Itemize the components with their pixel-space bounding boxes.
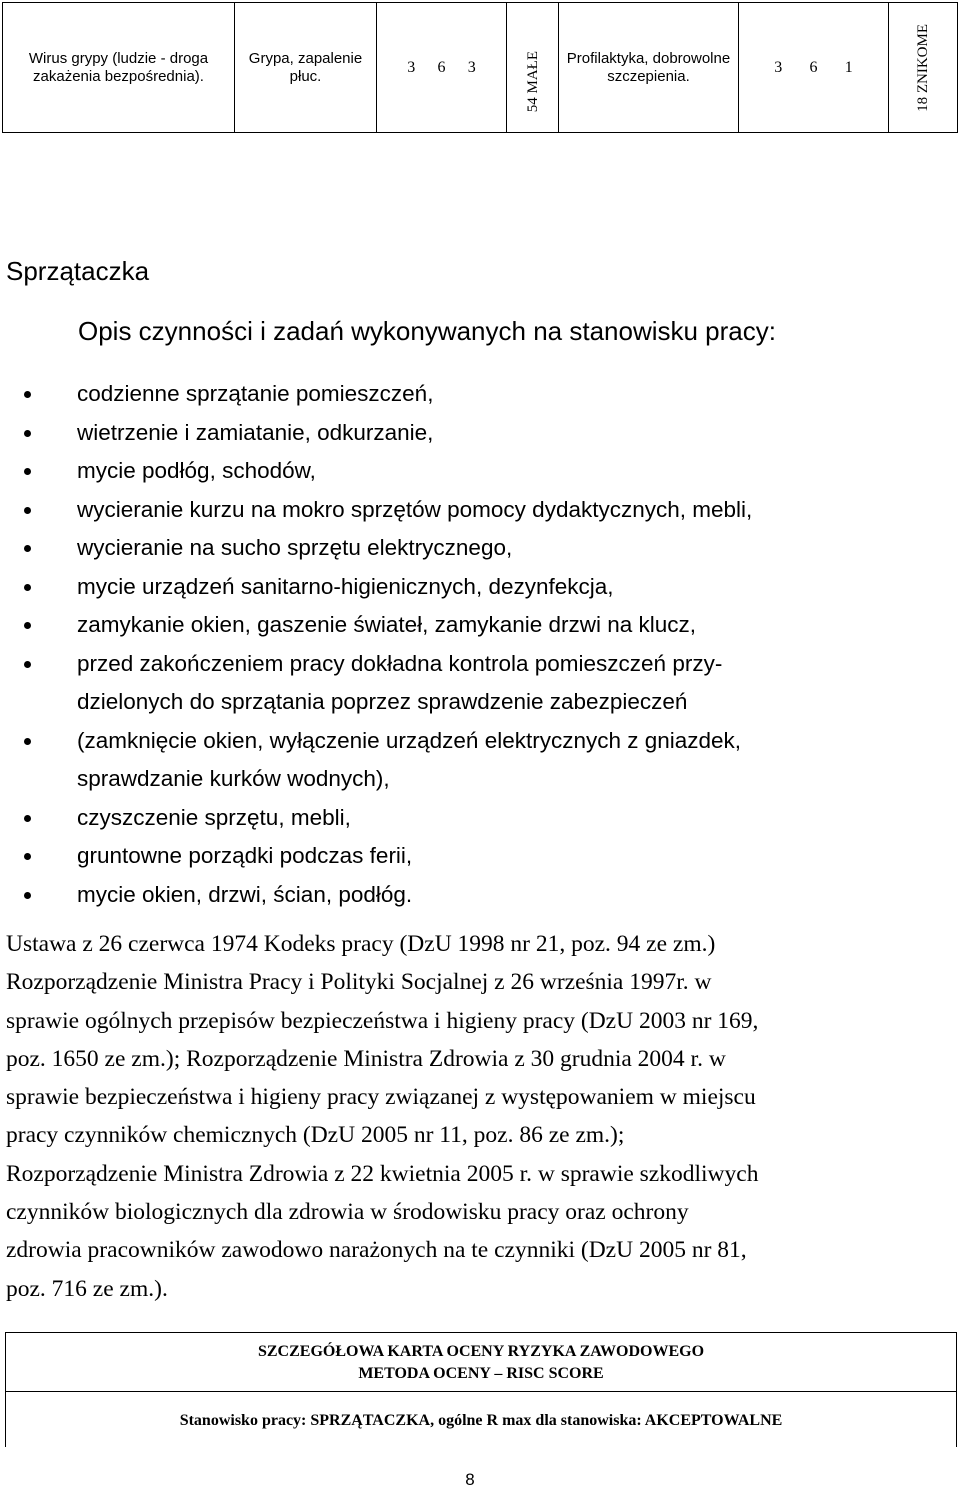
duty-text: (zamknięcie okien, wyłączenie urządzeń elektrycznych z gniazdek, (77, 727, 742, 753)
list-item (0, 837, 960, 876)
list-item (0, 606, 960, 645)
legal-line: czynników biologicznych dla zdrowia w środowisku pracy oraz ochrony (6, 1199, 689, 1226)
hazard-cell (3, 3, 235, 133)
list-item (0, 876, 960, 915)
score-a-cell (507, 3, 559, 133)
legal-line: sprawie bezpieczeństwa i higieny pracy związanej z występowaniem w miejscu (6, 1084, 756, 1111)
list-item (0, 568, 960, 607)
bullet-icon (24, 738, 31, 745)
value-a-3: 3 (467, 58, 476, 76)
list-item (0, 375, 960, 414)
legal-line: Rozporządzenie Ministra Pracy i Polityki Socjalnej z 26 września 1997r. w (6, 969, 712, 996)
duty-text: wycieranie kurzu na mokro sprzętów pomocy dydaktycznych, mebli, (77, 496, 753, 522)
duty-text: mycie podłóg, schodów, (77, 458, 316, 483)
effect-cell (235, 3, 377, 133)
duty-text: gruntowne porządki podczas ferii, (77, 843, 413, 868)
duty-text: mycie okien, drzwi, ścian, podłóg. (77, 881, 413, 907)
legal-line: zdrowia pracowników zawodowo narażonych na te czynniki (DzU 2005 nr 81, (6, 1237, 747, 1264)
value-b-3: 1 (844, 58, 853, 76)
prevention-text: Profilaktyka, dobrowolne szczepienia. (566, 49, 731, 85)
list-item-continuation (0, 683, 960, 722)
list-item (0, 529, 960, 568)
section-heading: Opis czynności i zadań wykonywanych na stanowisku pracy: (78, 316, 776, 346)
value-a-1: 3 (407, 58, 416, 76)
legal-line: pracy czynników chemicznych (DzU 2005 nr 11, poz. 86 ze zm.); (6, 1122, 625, 1149)
risk-table-row (2, 2, 958, 133)
legal-basis (6, 925, 946, 1308)
value-a-2: 6 (437, 58, 446, 76)
bullet-icon (24, 545, 31, 552)
legal-line: sprawie ogólnych przepisów bezpieczeństwa i higieny pracy (DzU 2003 nr 169, (6, 1007, 759, 1034)
risk-card-position: Stanowisko pracy: SPRZĄTACZKA, ogólne R max dla stanowiska: AKCEPTOWALNE (179, 1412, 783, 1429)
score-b-text: 18 ZNIKOME (915, 24, 931, 112)
bullet-icon (24, 892, 31, 899)
legal-line: poz. 716 ze zm.). (6, 1275, 168, 1302)
bullet-icon (24, 468, 31, 475)
legal-line: Rozporządzenie Ministra Zdrowia z 22 kwietnia 2005 r. w sprawie szkodliwych (6, 1160, 759, 1187)
bullet-icon (24, 391, 31, 398)
duty-text: dzielonych do sprzątania poprzez sprawdzenie zabezpieczeń (77, 689, 688, 714)
duty-text: przed zakończeniem pracy dokładna kontrola pomieszczeń przy- (77, 650, 723, 676)
duty-text: wietrzenie i zamiatanie, odkurzanie, (77, 419, 434, 445)
duty-text: sprawdzanie kurków wodnych), (77, 766, 390, 791)
duty-text: zamykanie okien, gaszenie świateł, zamykanie drzwi na klucz, (77, 612, 697, 637)
legal-line: poz. 1650 ze zm.); Rozporządzenie Ministra Zdrowia z 30 grudnia 2004 r. w (6, 1045, 726, 1072)
effect-text: Grypa, zapalenie płuc. (248, 49, 363, 85)
list-item (0, 722, 960, 761)
list-item (0, 452, 960, 491)
score-b-cell (889, 3, 958, 133)
bullet-icon (24, 661, 31, 668)
list-item (0, 491, 960, 530)
duty-text: wycieranie na sucho sprzętu elektrycznego, (77, 535, 513, 560)
duties-list (0, 375, 960, 914)
bullet-icon (24, 853, 31, 860)
legal-line: Ustawa z 26 czerwca 1974 Kodeks pracy (DzU 1998 nr 21, poz. 94 ze zm.) (6, 931, 716, 957)
duty-text: codzienne sprzątanie pomieszczeń, (77, 381, 434, 406)
page-number: 8 (465, 1470, 475, 1489)
risk-card-method: METODA OCENY – RISC SCORE (358, 1365, 604, 1382)
values-b-cell (739, 3, 889, 133)
job-title: Sprzątaczka (6, 256, 150, 286)
value-b-2: 6 (809, 58, 818, 76)
list-item (0, 645, 960, 684)
list-item (0, 414, 960, 453)
list-item (0, 799, 960, 838)
bullet-icon (24, 584, 31, 591)
duty-text: mycie urządzeń sanitarno-higienicznych, dezynfekcja, (77, 573, 614, 599)
bullet-icon (24, 622, 31, 629)
values-a-cell (377, 3, 507, 133)
divider (6, 1391, 956, 1392)
list-item-continuation (0, 760, 960, 799)
value-b-1: 3 (774, 58, 783, 76)
bullet-icon (24, 430, 31, 437)
risk-card-title: SZCZEGÓŁOWA KARTA OCENY RYZYKA ZAWODOWEGO (257, 1343, 705, 1360)
prevention-cell (559, 3, 739, 133)
hazard-text: Wirus grypy (ludzie - droga zakażenia bezpośrednia). (28, 49, 209, 85)
bullet-icon (24, 815, 31, 822)
score-a-text: 54 MAŁE (524, 50, 541, 112)
risk-card-header (5, 1332, 957, 1447)
duty-text: czyszczenie sprzętu, mebli, (77, 804, 351, 830)
bullet-icon (24, 507, 31, 514)
